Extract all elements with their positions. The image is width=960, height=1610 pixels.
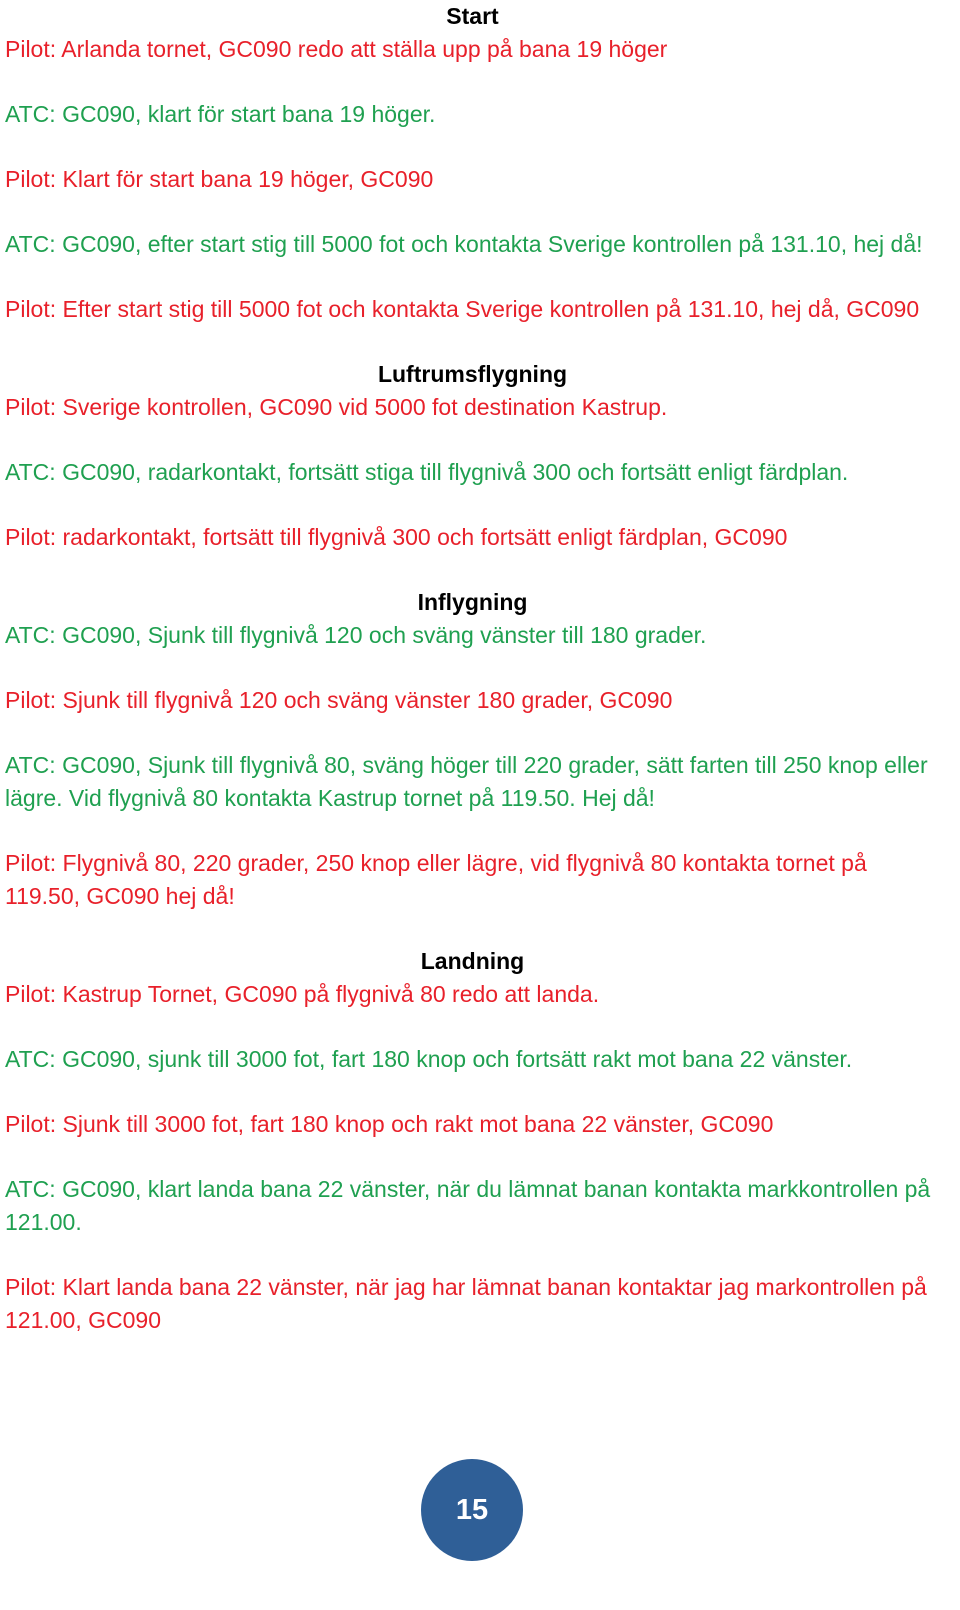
atc-line: ATC: GC090, efter start stig till 5000 fot och kontakta Sverige kontrollen på 131.10, hej då! xyxy=(5,231,923,257)
pilot-line: Pilot: Efter start stig till 5000 fot och kontakta Sverige kontrollen på 131.10, hej då, GC090 xyxy=(5,296,920,322)
section-luftrumsflygning xyxy=(5,358,940,554)
atc-line: ATC: GC090, radarkontakt, fortsätt stiga till flygnivå 300 och fortsätt enligt färdplan. xyxy=(5,459,849,485)
pilot-line: Pilot: Sjunk till flygnivå 120 och sväng vänster 180 grader, GC090 xyxy=(5,687,673,713)
atc-line: ATC: GC090, Sjunk till flygnivå 80, sväng höger till 220 grader, sätt farten till 250 knop eller lägre. Vid flygnivå 80 kontakta Kastrup tornet på 119.50. Hej då! xyxy=(5,752,928,811)
section-heading: Start xyxy=(446,3,499,29)
page-number-badge xyxy=(421,1459,523,1561)
pilot-line: Pilot: radarkontakt, fortsätt till flygnivå 300 och fortsätt enligt färdplan, GC090 xyxy=(5,524,788,550)
section-inflygning xyxy=(5,586,940,913)
atc-line: ATC: GC090, Sjunk till flygnivå 120 och sväng vänster till 180 grader. xyxy=(5,622,707,648)
pilot-line: Pilot: Arlanda tornet, GC090 redo att ställa upp på bana 19 höger xyxy=(5,36,668,62)
section-start xyxy=(5,0,940,326)
section-heading: Landning xyxy=(420,948,525,974)
atc-line: ATC: GC090, klart för start bana 19 höger. xyxy=(5,101,436,127)
pilot-line: Pilot: Sverige kontrollen, GC090 vid 5000 fot destination Kastrup. xyxy=(5,394,668,420)
page-number: 15 xyxy=(455,1493,489,1526)
pilot-line: Pilot: Kastrup Tornet, GC090 på flygnivå 80 redo att landa. xyxy=(5,981,600,1007)
section-heading: Inflygning xyxy=(417,589,528,615)
pilot-line: Pilot: Klart för start bana 19 höger, GC090 xyxy=(5,166,434,192)
pilot-line: Pilot: Sjunk till 3000 fot, fart 180 knop och rakt mot bana 22 vänster, GC090 xyxy=(5,1111,774,1137)
section-heading: Luftrumsflygning xyxy=(377,361,568,387)
atc-line: ATC: GC090, sjunk till 3000 fot, fart 180 knop och fortsätt rakt mot bana 22 vänster. xyxy=(5,1046,853,1072)
pilot-line: Pilot: Klart landa bana 22 vänster, när jag har lämnat banan kontaktar jag markontrollen på 121.00, GC090 xyxy=(5,1274,927,1333)
document-page xyxy=(5,0,940,1369)
section-landning xyxy=(5,945,940,1337)
atc-line: ATC: GC090, klart landa bana 22 vänster, när du lämnat banan kontakta markkontrollen på 121.00. xyxy=(5,1176,931,1235)
pilot-line: Pilot: Flygnivå 80, 220 grader, 250 knop eller lägre, vid flygnivå 80 kontakta tornet på 119.50, GC090 hej då! xyxy=(5,850,867,909)
